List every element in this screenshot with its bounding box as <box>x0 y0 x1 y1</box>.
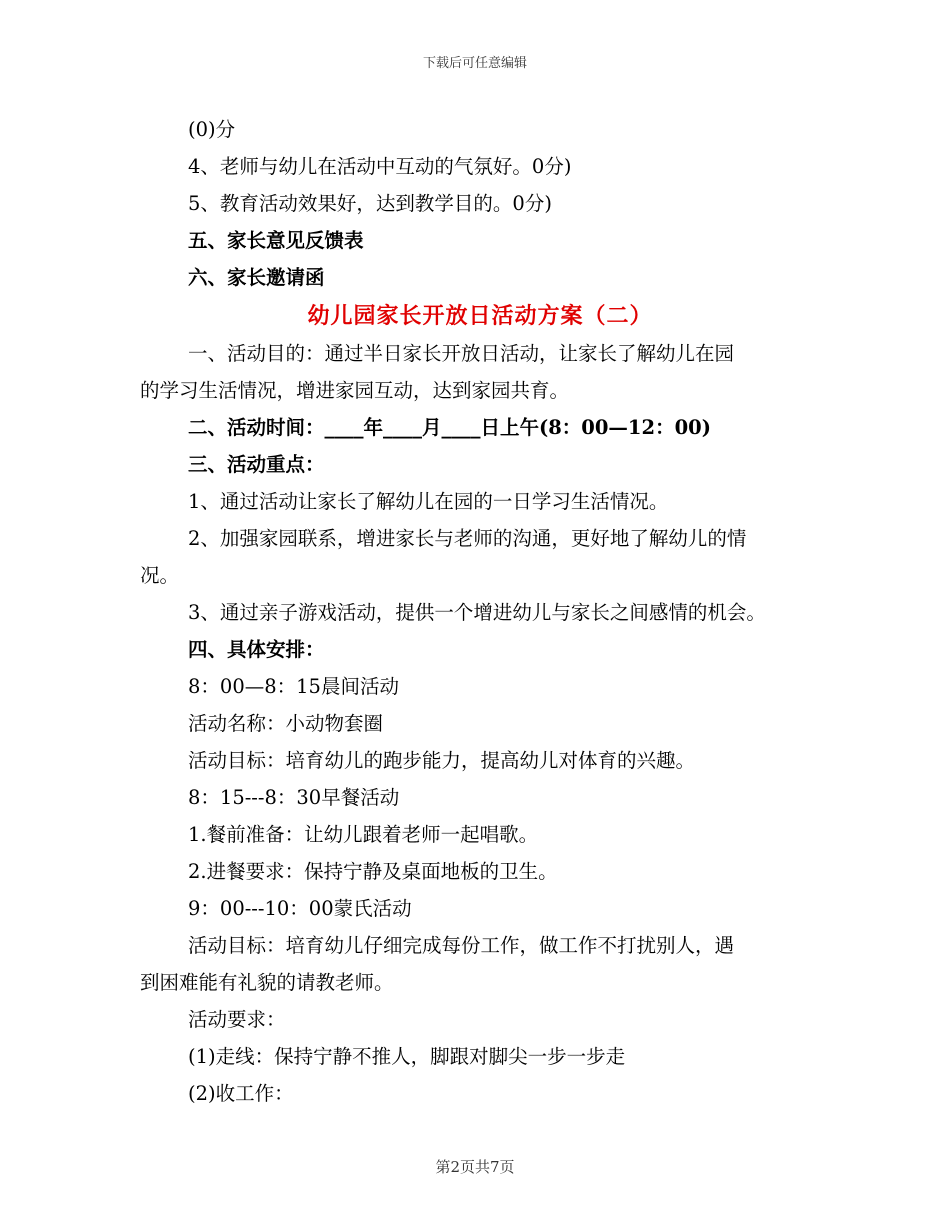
list-item-2-continued: 况。 <box>140 564 180 587</box>
paragraph-purpose-continued: 的学习生活情况，增进家园互动，达到家园共育。 <box>140 379 570 402</box>
list-item-1: 1、通过活动让家长了解幼儿在园的一日学习生活情况。 <box>188 490 669 513</box>
activity-goal-2: 活动目标：培育幼儿仔细完成每份工作，做工作不打扰别人，遇 <box>188 934 735 957</box>
schedule-time-1: 8：00—8：15晨间活动 <box>188 675 399 698</box>
list-item-2: 2、加强家园联系，增进家长与老师的沟通，更好地了解幼儿的情 <box>188 527 747 550</box>
section-heading-5: 五、家长意见反馈表 <box>188 229 364 252</box>
document-body <box>140 111 820 1112</box>
section-heading-focus: 三、活动重点： <box>188 453 325 476</box>
schedule-time-2: 8：15---8：30早餐活动 <box>188 786 400 809</box>
document-title: 幼儿园家长开放日活动方案（二） <box>307 303 653 329</box>
requirement-1: (1)走线：保持宁静不推人，脚跟对脚尖一步一步走 <box>188 1045 626 1068</box>
activity-requirements-label: 活动要求： <box>188 1008 286 1031</box>
requirement-2: (2)收工作： <box>188 1082 294 1105</box>
paragraph-purpose: 一、活动目的：通过半日家长开放日活动，让家长了解幼儿在园 <box>188 342 735 365</box>
text-line: (0)分 <box>188 118 236 141</box>
activity-goal-1: 活动目标：培育幼儿的跑步能力，提高幼儿对体育的兴趣。 <box>188 749 696 772</box>
page-number: 第2页共7页 <box>435 1158 515 1176</box>
activity-name: 活动名称：小动物套圈 <box>188 712 384 735</box>
section-heading-6: 六、家长邀请函 <box>188 266 325 289</box>
section-heading-schedule: 四、具体安排： <box>188 638 325 661</box>
page-header: 下载后可任意编辑 <box>422 56 527 71</box>
breakfast-step-2: 2.进餐要求：保持宁静及桌面地板的卫生。 <box>188 860 558 883</box>
list-item-3: 3、通过亲子游戏活动，提供一个增进幼儿与家长之间感情的机会。 <box>188 601 766 624</box>
schedule-time-3: 9：00---10：00蒙氏活动 <box>188 897 412 920</box>
list-item-5: 5、教育活动效果好，达到教学目的。0分) <box>188 192 552 215</box>
activity-goal-2-continued: 到困难能有礼貌的请教老师。 <box>140 971 394 994</box>
section-heading-time: 二、活动时间：____年____月____日上午(8：00—12：00) <box>188 416 711 439</box>
breakfast-step-1: 1.餐前准备：让幼儿跟着老师一起唱歌。 <box>188 823 539 846</box>
list-item-4: 4、老师与幼儿在活动中互动的气氛好。0分) <box>188 155 572 178</box>
